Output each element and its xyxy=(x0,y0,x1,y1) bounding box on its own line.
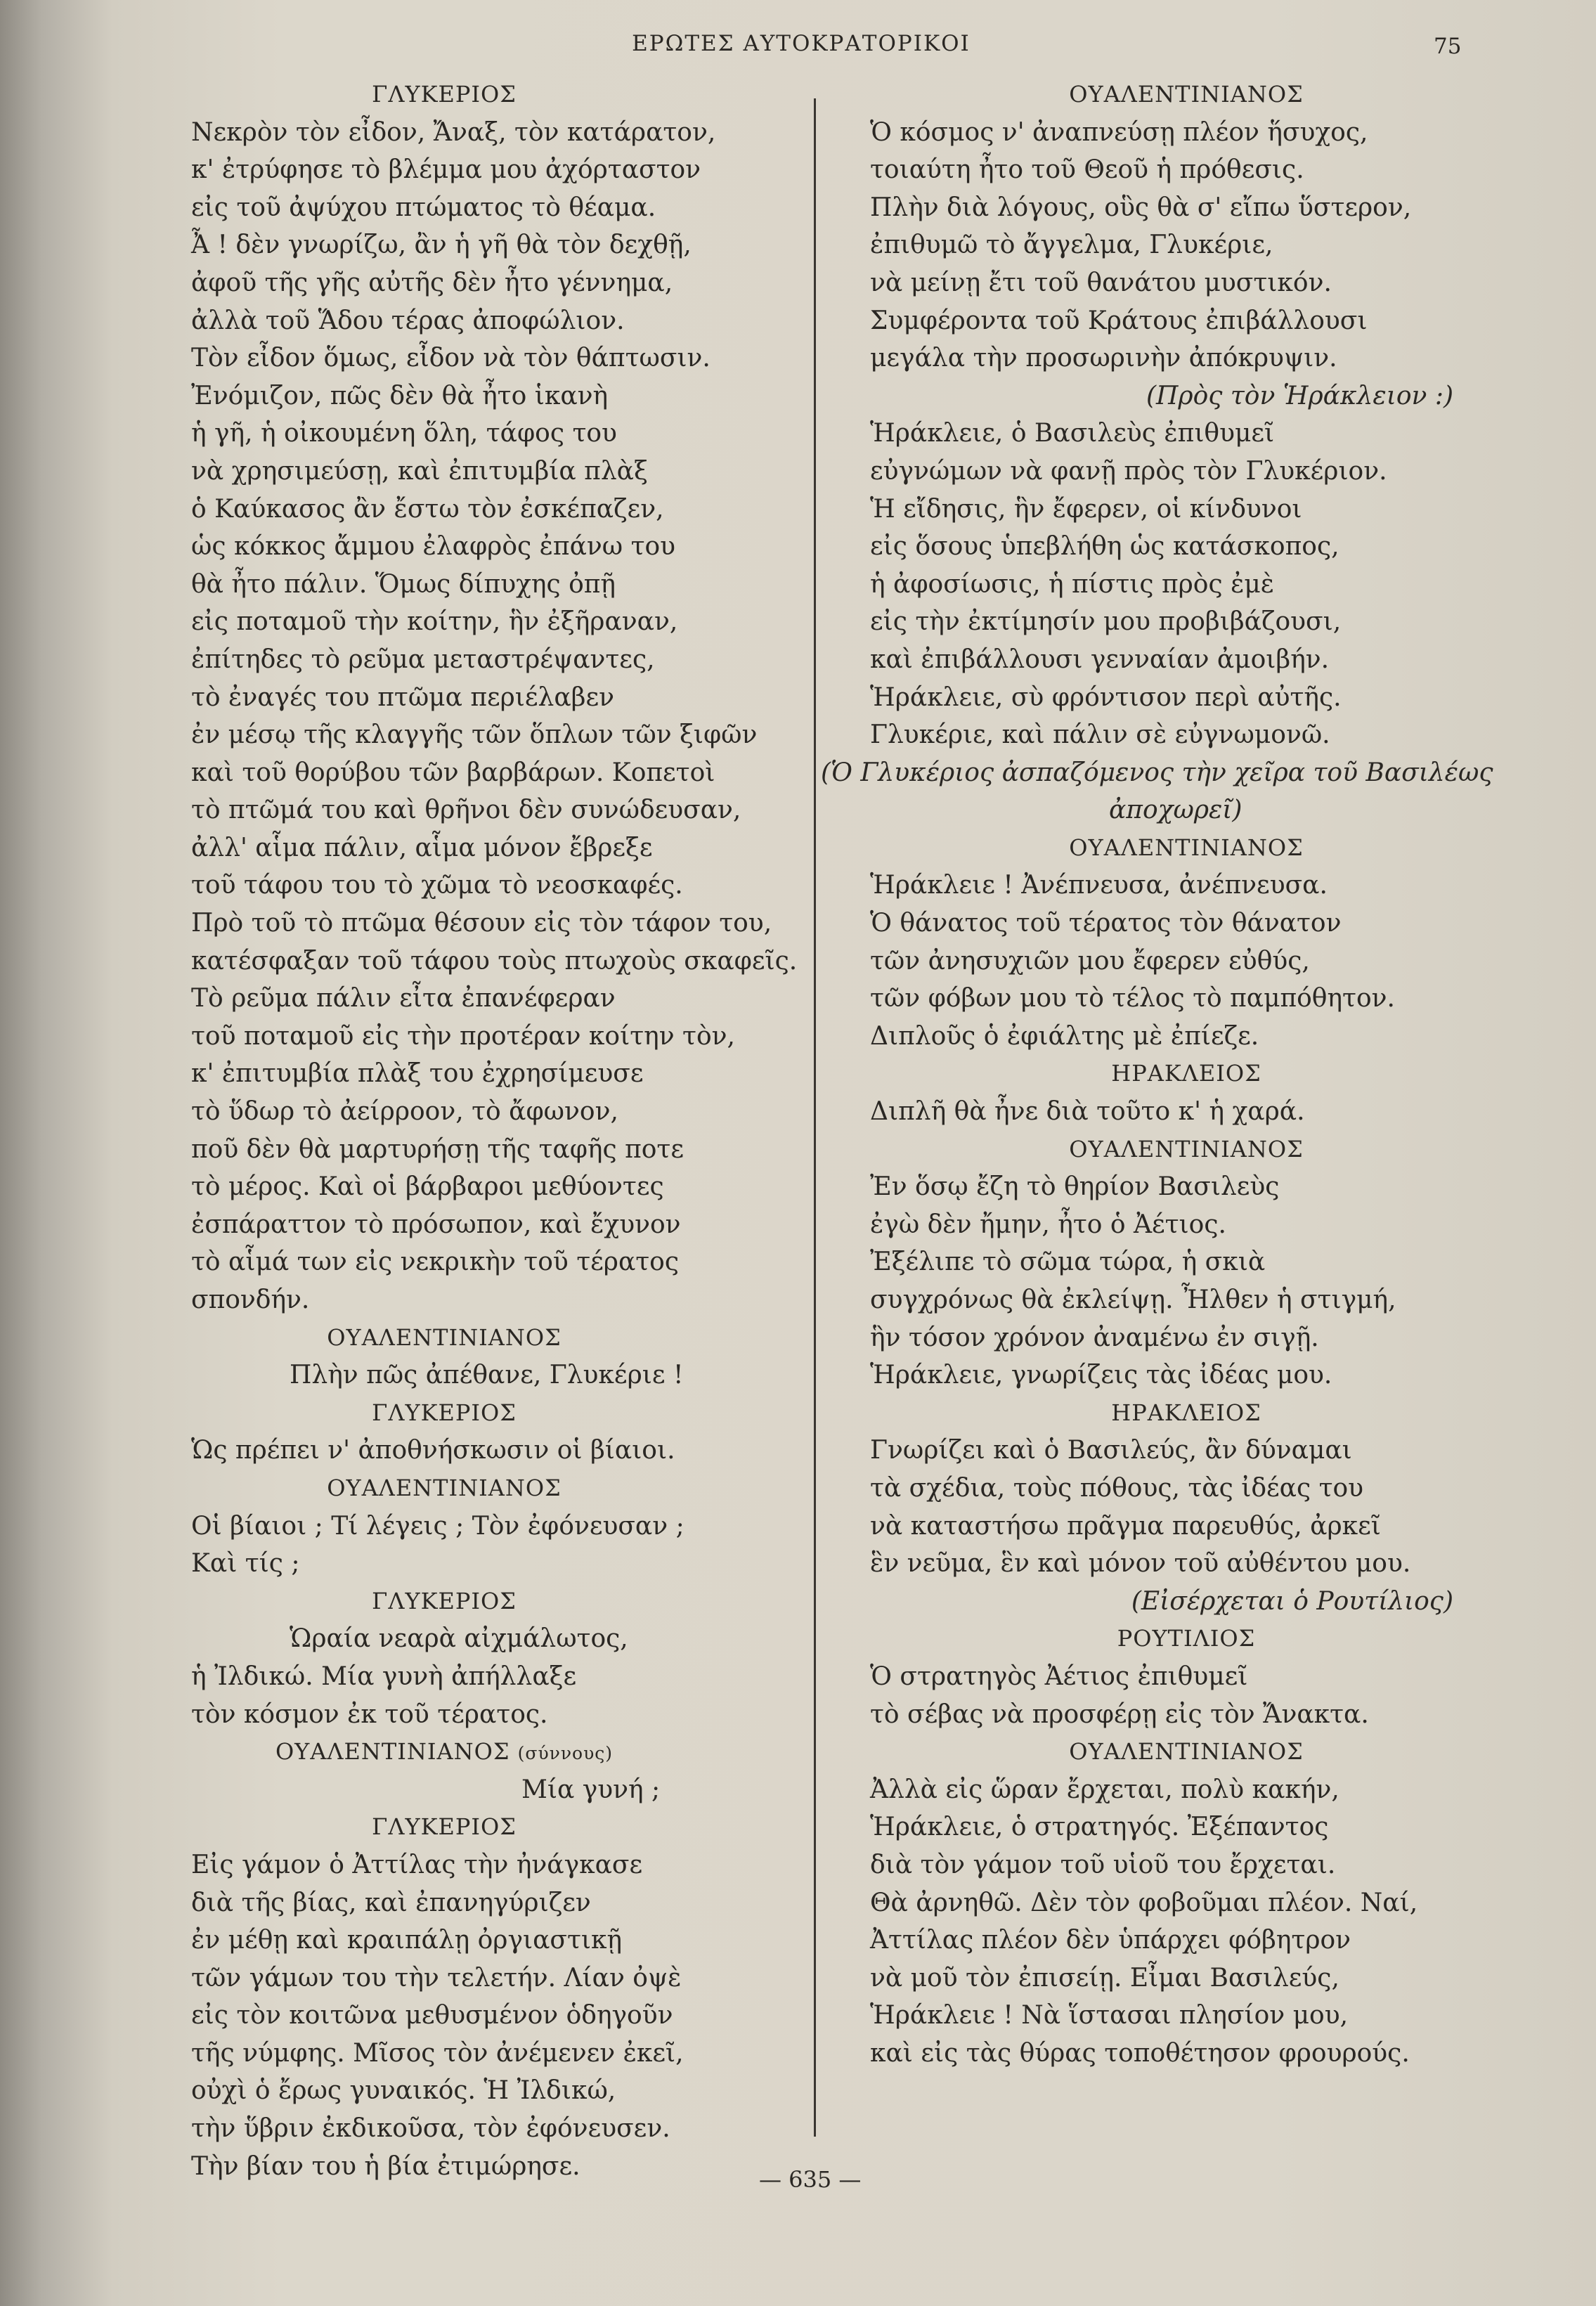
verse-line: Μία γυνή ; xyxy=(521,1775,661,1804)
verse-line: διὰ τὸν γάμον τοῦ υἱοῦ του ἔρχεται. xyxy=(870,1850,1336,1879)
verse-line: εἰς τοῦ ἀψύχου πτώματος τὸ θέαμα. xyxy=(191,193,656,222)
verse-line: μεγάλα τὴν προσωρινὴν ἀπόκρυψιν. xyxy=(870,344,1337,373)
verse-line: Τὸν εἶδον ὅμως, εἶδον νὰ τὸν θάπτωσιν. xyxy=(191,344,711,373)
verse-line: ἣν τόσον χρόνον ἀναμένω ἐν σιγῇ. xyxy=(870,1323,1319,1352)
verse-line: ἡ ἀφοσίωσις, ἡ πίστις πρὸς ἐμὲ xyxy=(870,569,1275,599)
verse-line: Καὶ τίς ; xyxy=(191,1549,300,1579)
verse-line: Διπλοῦς ὁ ἐφιάλτης μὲ ἐπίεζε. xyxy=(870,1021,1259,1051)
speaker-label: ΟΥΑΛΕΝΤΙΝΙΑΝΟΣ xyxy=(1069,1135,1304,1162)
verse-line: Γλυκέριε, καὶ πάλιν σὲ εὐγνωμονῶ. xyxy=(870,720,1330,750)
verse-line: Γνωρίζει καὶ ὁ Βασιλεύς, ἂν δύναμαι xyxy=(870,1436,1352,1465)
speaker-label: ΡΟΥΤΙΛΙΟΣ xyxy=(1117,1625,1256,1652)
verse-line: Ἡράκλειε ! Νὰ ἵστασαι πλησίον μου, xyxy=(870,2001,1349,2030)
speaker-name xyxy=(191,76,789,114)
verse-line: τοῦ τάφου του τὸ χῶμα τὸ νεοσκαφές. xyxy=(191,871,683,900)
verse-line: Τὴν βίαν του ἡ βία ἐτιμώρησε. xyxy=(191,2151,580,2181)
verse-line: Οἱ βίαιοι ; Τί λέγεις ; Τὸν ἐφόνευσαν ; xyxy=(191,1511,685,1541)
verse-line: Ἀττίλας πλέον δὲν ὑπάρχει φόβητρον xyxy=(870,1926,1351,1955)
verse-line: νὰ καταστήσω πρᾶγμα παρευθύς, ἀρκεῖ xyxy=(870,1511,1381,1541)
footer-page-label: — 635 — xyxy=(759,2166,862,2193)
speaker-name xyxy=(191,1319,789,1357)
verse-line: τὸ πτῶμά του καὶ θρῆνοι δὲν συνώδευσαν, xyxy=(191,796,741,825)
verse-line: ἐν μέθῃ καὶ κραιπάλῃ ὀργιαστικῇ xyxy=(191,1926,623,1955)
verse-line: διὰ τῆς βίας, καὶ ἐπανηγύριζεν xyxy=(191,1888,591,1917)
verse-line: Ἡράκλειε, ὁ Βασιλεὺς ἐπιθυμεῖ xyxy=(870,419,1275,448)
speaker-name xyxy=(870,1055,1503,1093)
verse-line: εἰς τὴν ἐκτίμησίν μου προβιβάζουσι, xyxy=(870,607,1342,637)
speaker-label: ΟΥΑΛΕΝΤΙΝΙΑΝΟΣ xyxy=(275,1738,510,1766)
verse-line: νὰ μείνῃ ἔτι τοῦ θανάτου μυστικόν. xyxy=(870,268,1332,297)
verse-line: ἡ Ἰλδικώ. Μία γυνὴ ἀπήλλαξε xyxy=(191,1662,577,1691)
speaker-label: ΓΛΥΚΕΡΙΟΣ xyxy=(372,1587,517,1614)
speaker-name xyxy=(191,1808,789,1846)
page-number: 75 xyxy=(1434,34,1462,59)
verse-line: Ἡ εἴδησις, ἣν ἔφερεν, οἱ κίνδυνοι xyxy=(870,494,1302,524)
verse-line: Νεκρὸν τὸν εἶδον, Ἄναξ, τὸν κατάρατον, xyxy=(191,117,716,147)
speaker-label: ΗΡΑΚΛΕΙΟΣ xyxy=(1111,1399,1261,1426)
speaker-label: ΓΛΥΚΕΡΙΟΣ xyxy=(372,1813,517,1841)
verse-line: Ὁ θάνατος τοῦ τέρατος τὸν θάνατον xyxy=(870,909,1342,938)
verse-line: εἰς τὸν κοιτῶνα μεθυσμένον ὁδηγοῦν xyxy=(191,2001,673,2030)
speaker-name xyxy=(870,76,1503,114)
verse-line: καὶ τοῦ θορύβου τῶν βαρβάρων. Κοπετοὶ xyxy=(191,758,715,787)
verse-line: ἐπίτηδες τὸ ρεῦμα μεταστρέψαντες, xyxy=(191,644,655,674)
verse-line: κ' ἐπιτυμβία πλὰξ του ἐχρησίμευσε xyxy=(191,1059,644,1089)
verse-line: τοῦ ποταμοῦ εἰς τὴν προτέραν κοίτην τὸν, xyxy=(191,1021,735,1051)
verse-line: καὶ ἐπιβάλλουσι γενναίαν ἀμοιβήν. xyxy=(870,644,1330,674)
verse-line: τῶν ἀνησυχιῶν μου ἔφερεν εὐθύς, xyxy=(870,946,1310,976)
speaker-label: ΟΥΑΛΕΝΤΙΝΙΑΝΟΣ xyxy=(1069,1738,1304,1766)
speaker-name xyxy=(870,1131,1503,1169)
verse-line: τοιαύτη ἦτο τοῦ Θεοῦ ἡ πρόθεσις. xyxy=(870,155,1304,185)
speaker-label: ΗΡΑΚΛΕΙΟΣ xyxy=(1111,1060,1261,1087)
verse-line: ἀλλ' αἷμα πάλιν, αἷμα μόνον ἔβρεξε xyxy=(191,833,653,862)
verse-line: ἐν μέσῳ τῆς κλαγγῆς τῶν ὅπλων τῶν ξιφῶν xyxy=(191,720,758,750)
speaker-name xyxy=(191,1733,789,1771)
verse-line: Ἡράκλειε, γνωρίζεις τὰς ἰδέας μου. xyxy=(870,1361,1332,1390)
verse-line: τὸν κόσμον ἐκ τοῦ τέρατος. xyxy=(191,1699,548,1729)
verse-line: ἐσπάραττον τὸ πρόσωπον, καὶ ἔχυνον xyxy=(191,1210,681,1239)
verse-line: κ' ἐτρύφησε τὸ βλέμμα μου ἀχόρταστον xyxy=(191,155,701,185)
verse-line: Ἆ ! δὲν γνωρίζω, ἂν ἡ γῆ θὰ τὸν δεχθῇ, xyxy=(191,231,692,260)
verse-line: ὁ Καύκασος ἂν ἔστω τὸν ἐσκέπαζεν, xyxy=(191,494,664,524)
stage-direction: ἀποχωρεῖ) xyxy=(1109,796,1243,825)
speaker-label: ΟΥΑΛΕΝΤΙΝΙΑΝΟΣ xyxy=(327,1323,562,1351)
verse-line: συγχρόνως θὰ ἐκλείψῃ. Ἦλθεν ἡ στιγμή, xyxy=(870,1285,1396,1314)
verse-line: τὸ σέβας νὰ προσφέρῃ εἰς τὸν Ἄνακτα. xyxy=(870,1699,1369,1729)
verse-line: ἐπιθυμῶ τὸ ἄγγελμα, Γλυκέριε, xyxy=(870,231,1273,260)
verse-line: θὰ ἦτο πάλιν. Ὅμως δίπυχης ὀπῇ xyxy=(191,569,616,599)
speaker-name xyxy=(870,1620,1503,1658)
verse-line: Ὡραία νεαρὰ αἰχμάλωτος, xyxy=(290,1624,628,1654)
verse-line: τὸ ἐναγές του πτῶμα περιέλαβεν xyxy=(191,682,615,712)
verse-line: τὸ αἷμά των εἰς νεκρικὴν τοῦ τέρατος xyxy=(191,1248,680,1277)
speaker-label: ΟΥΑΛΕΝΤΙΝΙΑΝΟΣ xyxy=(1069,834,1304,861)
verse-line: νὰ μοῦ τὸν ἐπισείῃ. Εἶμαι Βασιλεύς, xyxy=(870,1963,1339,1993)
verse-line: ἐγὼ δὲν ἤμην, ἦτο ὁ Ἀέτιος. xyxy=(870,1210,1226,1239)
verse-line: Ὡς πρέπει ν' ἀποθνήσκωσιν οἱ βίαιοι. xyxy=(191,1436,675,1465)
verse-line: Πλὴν διὰ λόγους, οὓς θὰ σ' εἴπω ὕστερον, xyxy=(870,193,1412,222)
verse-line: Διπλῆ θὰ ἦνε διὰ τοῦτο κ' ἡ χαρά. xyxy=(870,1097,1305,1127)
verse-line: νὰ χρησιμεύσῃ, καὶ ἐπιτυμβία πλὰξ xyxy=(191,456,648,486)
verse-line: Ἡράκλειε, σὺ φρόντισον περὶ αὐτῆς. xyxy=(870,682,1342,712)
verse-line: τὸ μέρος. Καὶ οἱ βάρβαροι μεθύοντες xyxy=(191,1172,664,1202)
verse-line: ἀλλὰ τοῦ Ἅδου τέρας ἀποφώλιον. xyxy=(191,306,625,335)
speaker-label: ΓΛΥΚΕΡΙΟΣ xyxy=(372,1399,517,1426)
speaker-label: ΟΥΑΛΕΝΤΙΝΙΑΝΟΣ xyxy=(327,1474,562,1501)
verse-line: Πρὸ τοῦ τὸ πτῶμα θέσουν εἰς τὸν τάφον του, xyxy=(191,909,772,938)
verse-line: ἀφοῦ τῆς γῆς αὐτῆς δὲν ἦτο γέννημα, xyxy=(191,268,673,297)
verse-line: Ὁ στρατηγὸς Ἀέτιος ἐπιθυμεῖ xyxy=(870,1662,1248,1691)
verse-line: ἓν νεῦμα, ἓν καὶ μόνον τοῦ αὐθέντου μου. xyxy=(870,1549,1411,1579)
verse-line: ποῦ δὲν θὰ μαρτυρήσῃ τῆς ταφῆς ποτε xyxy=(191,1134,684,1164)
speaker-name xyxy=(870,1394,1503,1432)
verse-line: ὡς κόκκος ἄμμου ἐλαφρὸς ἐπάνω του xyxy=(191,532,676,562)
speaker-name xyxy=(191,1470,789,1508)
verse-line: εἰς ποταμοῦ τὴν κοίτην, ἣν ἐξῆραναν, xyxy=(191,607,678,637)
verse-line: Τὸ ρεῦμα πάλιν εἶτα ἐπανέφεραν xyxy=(191,984,616,1013)
speaker-name xyxy=(870,1733,1503,1771)
speaker-name xyxy=(191,1394,789,1432)
verse-line: Ἀλλὰ εἰς ὥραν ἔρχεται, πολὺ κακήν, xyxy=(870,1775,1339,1804)
verse-line: καὶ εἰς τὰς θύρας τοποθέτησον φρουρούς. xyxy=(870,2038,1410,2068)
verse-line: ἡ γῆ, ἡ οἰκουμένη ὅλη, τάφος του xyxy=(191,419,617,448)
verse-line: Ἐνόμιζον, πῶς δὲν θὰ ἦτο ἱκανὴ xyxy=(191,381,609,410)
verse-line: τῆς νύμφης. Μῖσος τὸν ἀνέμενεν ἐκεῖ, xyxy=(191,2038,684,2068)
stage-direction: (Ὁ Γλυκέριος ἀσπαζόμενος τὴν χεῖρα τοῦ Βασιλέως xyxy=(821,758,1493,787)
verse-line: σπονδήν. xyxy=(191,1285,310,1314)
verse-line: τῶν γάμων του τὴν τελετήν. Λίαν ὀψὲ xyxy=(191,1963,682,1993)
verse-line: κατέσφαξαν τοῦ τάφου τοὺς πτωχοὺς σκαφεῖς. xyxy=(191,946,798,976)
verse-line: Ὁ κόσμος ν' ἀναπνεύσῃ πλέον ἥσυχος, xyxy=(870,117,1368,147)
stage-direction: (Πρὸς τὸν Ἡράκλειον :) xyxy=(1146,381,1453,410)
right-column xyxy=(821,76,1503,2072)
verse-line: τῶν φόβων μου τὸ τέλος τὸ παμπόθητον. xyxy=(870,984,1395,1013)
running-title: ΕΡΩΤΕΣ ΑΥΤΟΚΡΑΤΟΡΙΚΟΙ xyxy=(632,31,971,56)
verse-line: Θὰ ἀρνηθῶ. Δὲν τὸν φοβοῦμαι πλέον. Ναί, xyxy=(870,1888,1418,1917)
verse-line: Συμφέροντα τοῦ Κράτους ἐπιβάλλουσι xyxy=(870,306,1368,335)
verse-line: τὴν ὕβριν ἐκδικοῦσα, τὸν ἐφόνευσεν. xyxy=(191,2114,670,2144)
verse-line: τὰ σχέδια, τοὺς πόθους, τὰς ἰδέας του xyxy=(870,1473,1364,1503)
speaker-name xyxy=(870,829,1503,867)
left-column xyxy=(191,76,798,2185)
verse-line: Ἐν ὅσῳ ἔζη τὸ θηρίον Βασιλεὺς xyxy=(870,1172,1280,1202)
verse-line: Ἡράκλειε, ὁ στρατηγός. Ἐξέπαντος xyxy=(870,1813,1329,1842)
verse-line: οὐχὶ ὁ ἔρως γυναικός. Ἡ Ἰλδικώ, xyxy=(191,2076,616,2106)
verse-line: τὸ ὕδωρ τὸ ἀείρροον, τὸ ἄφωνον, xyxy=(191,1097,618,1127)
verse-line: Εἰς γάμον ὁ Ἀττίλας τὴν ἠνάγκασε xyxy=(191,1850,643,1879)
speaker-note: (σύννους) xyxy=(517,1743,614,1764)
speaker-label: ΓΛΥΚΕΡΙΟΣ xyxy=(372,81,517,108)
verse-line: Ἐξέλιπε τὸ σῶμα τώρα, ἡ σκιὰ xyxy=(870,1248,1266,1277)
speaker-label: ΟΥΑΛΕΝΤΙΝΙΑΝΟΣ xyxy=(1069,81,1304,108)
stage-direction: (Εἰσέρχεται ὁ Ρουτίλιος) xyxy=(1131,1586,1453,1616)
verse-line: εἰς ὅσους ὑπεβλήθη ὡς κατάσκοπος, xyxy=(870,532,1339,562)
verse-line: Ἡράκλειε ! Ἀνέπνευσα, ἀνέπνευσα. xyxy=(870,871,1328,900)
speaker-name xyxy=(191,1583,789,1621)
column-divider xyxy=(814,98,816,2137)
verse-line: Πλὴν πῶς ἀπέθανε, Γλυκέριε ! xyxy=(290,1361,684,1390)
verse-line: εὐγνώμων νὰ φανῇ πρὸς τὸν Γλυκέριον. xyxy=(870,456,1387,486)
